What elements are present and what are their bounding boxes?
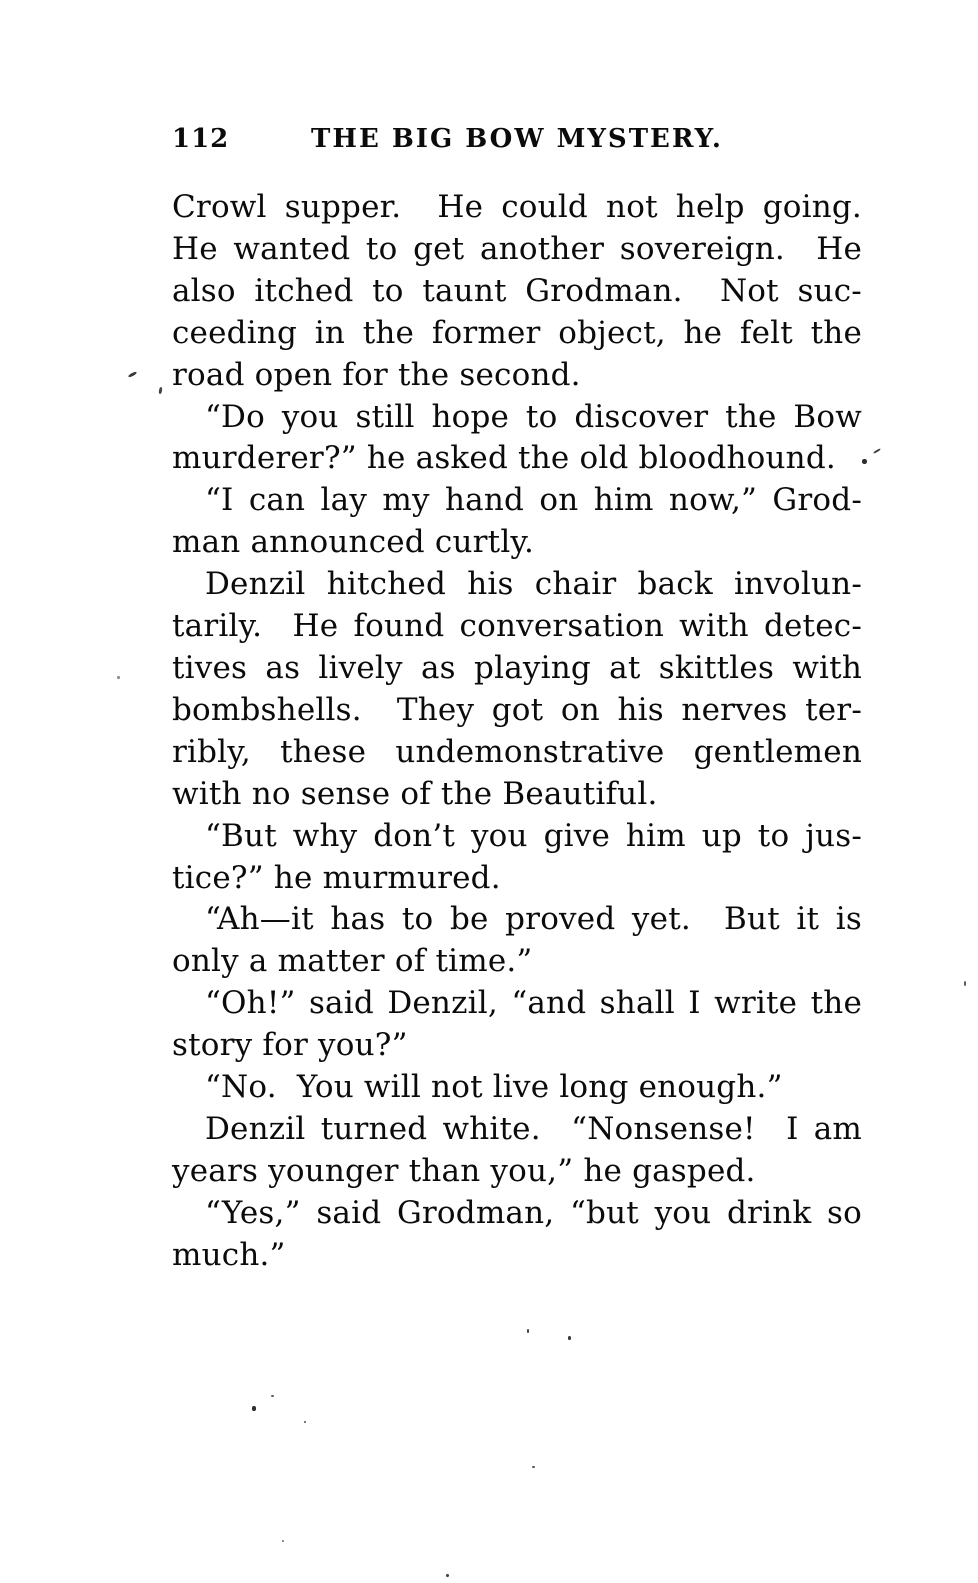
text-line: murderer?” he asked the old bloodhound. <box>172 440 836 477</box>
text-line: “Ah—it has to be proved yet. But it is <box>205 901 862 938</box>
text-line: bombshells. They got on his nerves ter- <box>172 691 862 728</box>
text-line: with no sense of the Beautiful. <box>172 775 658 812</box>
text-line: road open for the second. <box>172 356 581 393</box>
text-line: tarily. He found conversation with detec- <box>172 608 862 645</box>
scan-speck <box>158 387 162 394</box>
scan-speck <box>271 1395 274 1397</box>
text-line: Crowl supper. He could not help going. <box>172 189 862 225</box>
running-title: THE BIG BOW MYSTERY. <box>311 124 723 154</box>
text-line: story for you?” <box>172 1027 408 1064</box>
running-header <box>172 124 862 156</box>
text-line: “No. You will not live long enough.” <box>205 1069 783 1106</box>
text-line: years younger than you,” he gasped. <box>172 1152 756 1189</box>
text-line: tice?” he murmured. <box>172 859 501 896</box>
text-line: much.” <box>172 1236 286 1273</box>
scan-speck <box>862 459 867 464</box>
text-line: “Oh!” said Denzil, “and shall I write the <box>205 985 862 1022</box>
text-line: man announced curtly. <box>172 524 535 561</box>
page-number: 112 <box>172 124 230 154</box>
text-line: only a matter of time.” <box>172 943 533 980</box>
scan-speck <box>304 1421 306 1423</box>
text-block <box>172 187 862 1277</box>
scan-speck <box>568 1336 571 1340</box>
scan-speck <box>527 1329 529 1333</box>
text-line: tives as lively as playing at skittles with <box>172 649 862 686</box>
text-line: Denzil hitched his chair back involun- <box>205 566 862 603</box>
scan-speck <box>446 1574 450 1578</box>
text-line: also itched to taunt Grodman. Not suc- <box>172 272 862 309</box>
text-line: ribly, these undemonstrative gentlemen <box>172 733 862 770</box>
text-line: “Do you still hope to discover the Bow <box>205 398 862 435</box>
scan-speck <box>282 1540 284 1542</box>
text-line: He wanted to get another sovereign. He <box>172 230 862 267</box>
scan-speck <box>117 676 120 679</box>
text-line: Denzil turned white. “Nonsense! I am <box>205 1110 862 1147</box>
text-line: “But why don’t you give him up to jus- <box>205 817 862 854</box>
scan-speck <box>873 448 881 454</box>
scan-speck <box>964 981 966 986</box>
text-line: ceeding in the former object, he felt the <box>172 314 862 351</box>
text-line: “I can lay my hand on him now,” Grod- <box>205 482 862 519</box>
scan-speck <box>128 371 137 378</box>
scan-speck <box>252 1406 256 1411</box>
text-line: “Yes,” said Grodman, “but you drink so <box>205 1194 862 1231</box>
scan-speck <box>532 1466 535 1468</box>
